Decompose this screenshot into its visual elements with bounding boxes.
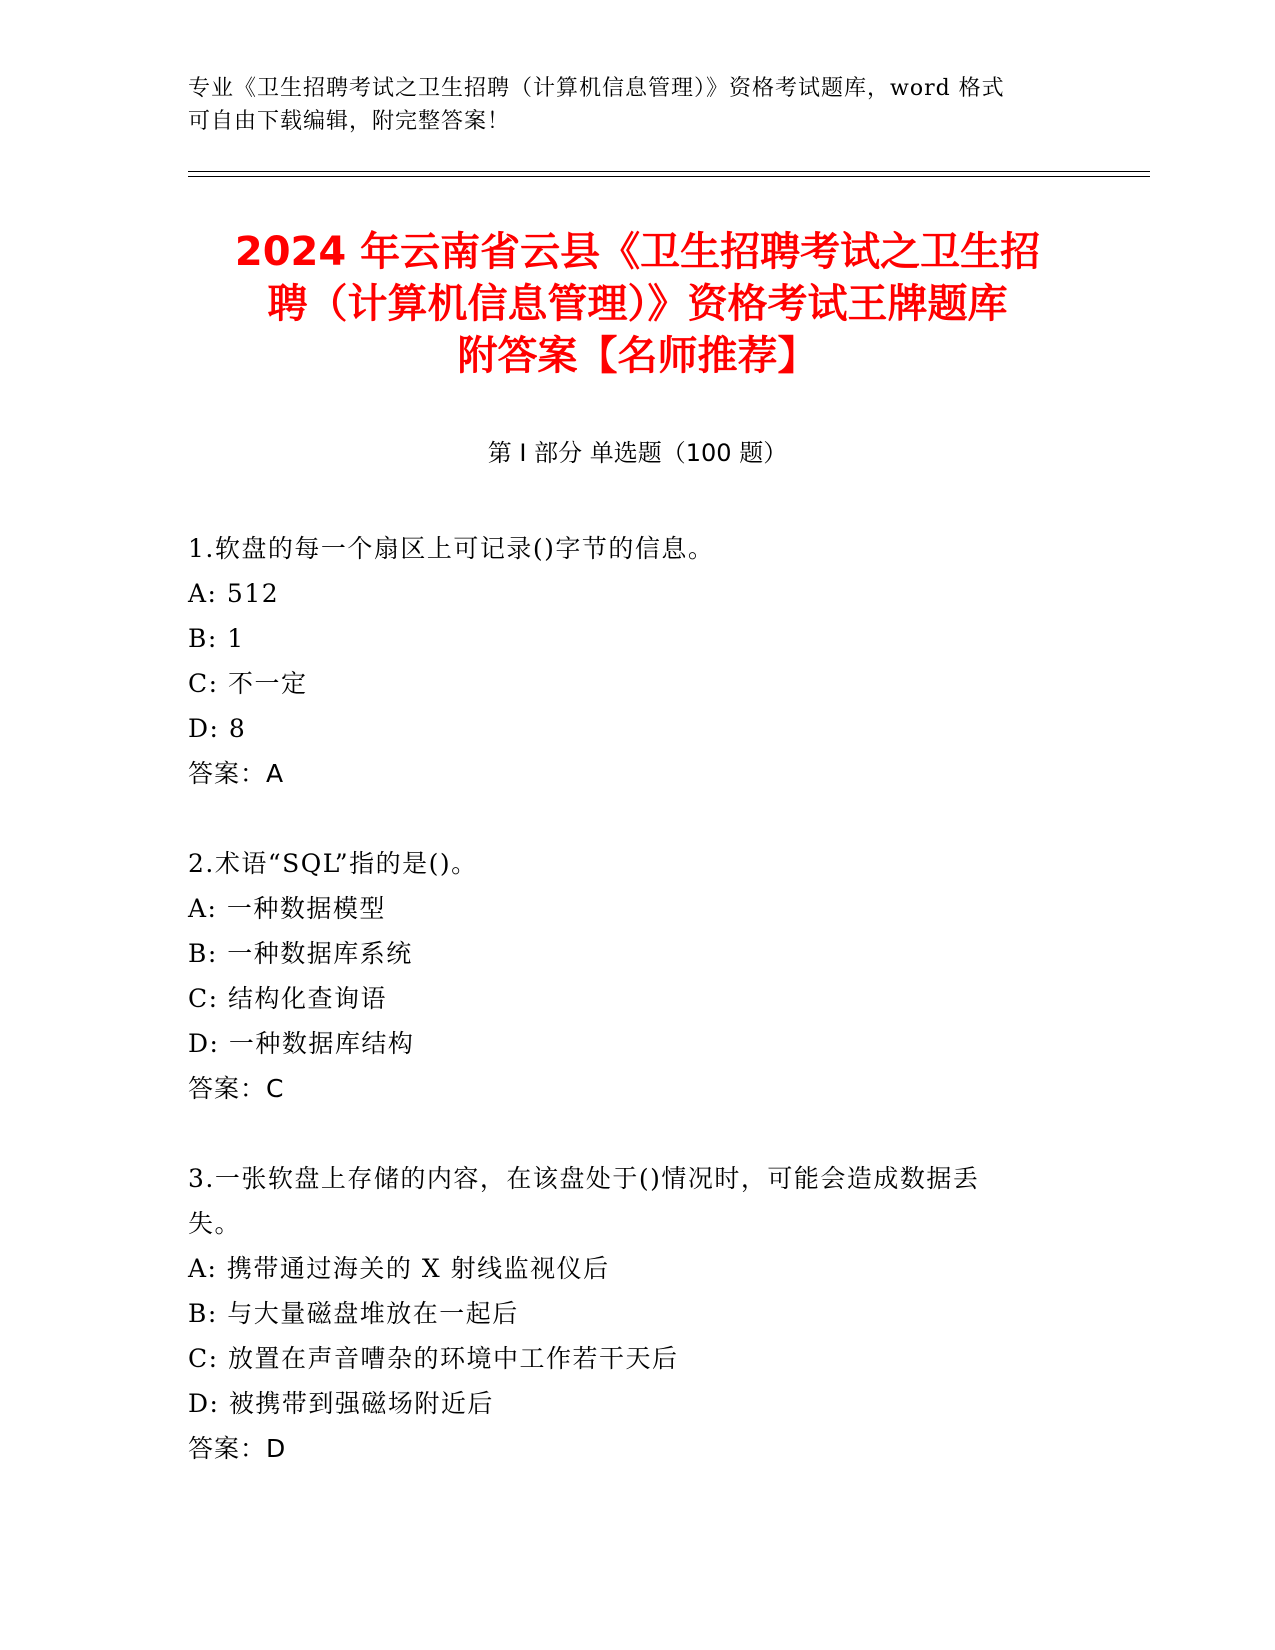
header-divider-bottom [188, 176, 1150, 177]
option-a: A: 携带通过海关的 X 射线监视仪后 [188, 1254, 610, 1283]
section-title: 第 I 部分 单选题（100 题） [487, 439, 788, 467]
intro-line-1: 专业《卫生招聘考试之卫生招聘（计算机信息管理）》资格考试题库，word 格式 [188, 76, 1005, 101]
question-1 [188, 526, 1068, 796]
question-list [188, 526, 1068, 1516]
question-2 [188, 841, 1068, 1111]
header-divider-top [188, 171, 1150, 172]
option-b: B: 一种数据库系统 [188, 939, 413, 968]
title-line-3: 附答案【名师推荐】 [457, 333, 818, 379]
answer: 答案：D [188, 1434, 287, 1463]
question-stem: 2.术语“SQL”指的是()。 [188, 849, 478, 878]
option-b: B: 与大量磁盘堆放在一起后 [188, 1299, 519, 1328]
document-intro [188, 72, 1068, 138]
option-c: C: 不一定 [188, 669, 308, 698]
option-a: A: 一种数据模型 [188, 894, 386, 923]
option-c: C: 结构化查询语 [188, 984, 387, 1013]
answer: 答案：A [188, 759, 285, 788]
option-c: C: 放置在声音嘈杂的环境中工作若干天后 [188, 1344, 679, 1373]
document-title [160, 226, 1115, 382]
option-b: B: 1 [188, 624, 245, 653]
intro-line-2: 可自由下载编辑，附完整答案！ [188, 109, 511, 134]
option-d: D: 一种数据库结构 [188, 1029, 415, 1058]
option-d: D: 被携带到强磁场附近后 [188, 1389, 494, 1418]
question-stem: 3.一张软盘上存储的内容，在该盘处于()情况时，可能会造成数据丢 [188, 1164, 980, 1193]
question-stem-continued: 失。 [188, 1209, 242, 1238]
title-line-1: 2024 年云南省云县《卫生招聘考试之卫生招 [234, 229, 1041, 275]
title-line-2: 聘（计算机信息管理）》资格考试王牌题库 [267, 281, 1008, 327]
question-3 [188, 1156, 1068, 1471]
question-stem: 1.软盘的每一个扇区上可记录()字节的信息。 [188, 534, 715, 563]
option-d: D: 8 [188, 714, 247, 743]
answer: 答案：C [188, 1074, 285, 1103]
option-a: A: 512 [188, 579, 280, 608]
